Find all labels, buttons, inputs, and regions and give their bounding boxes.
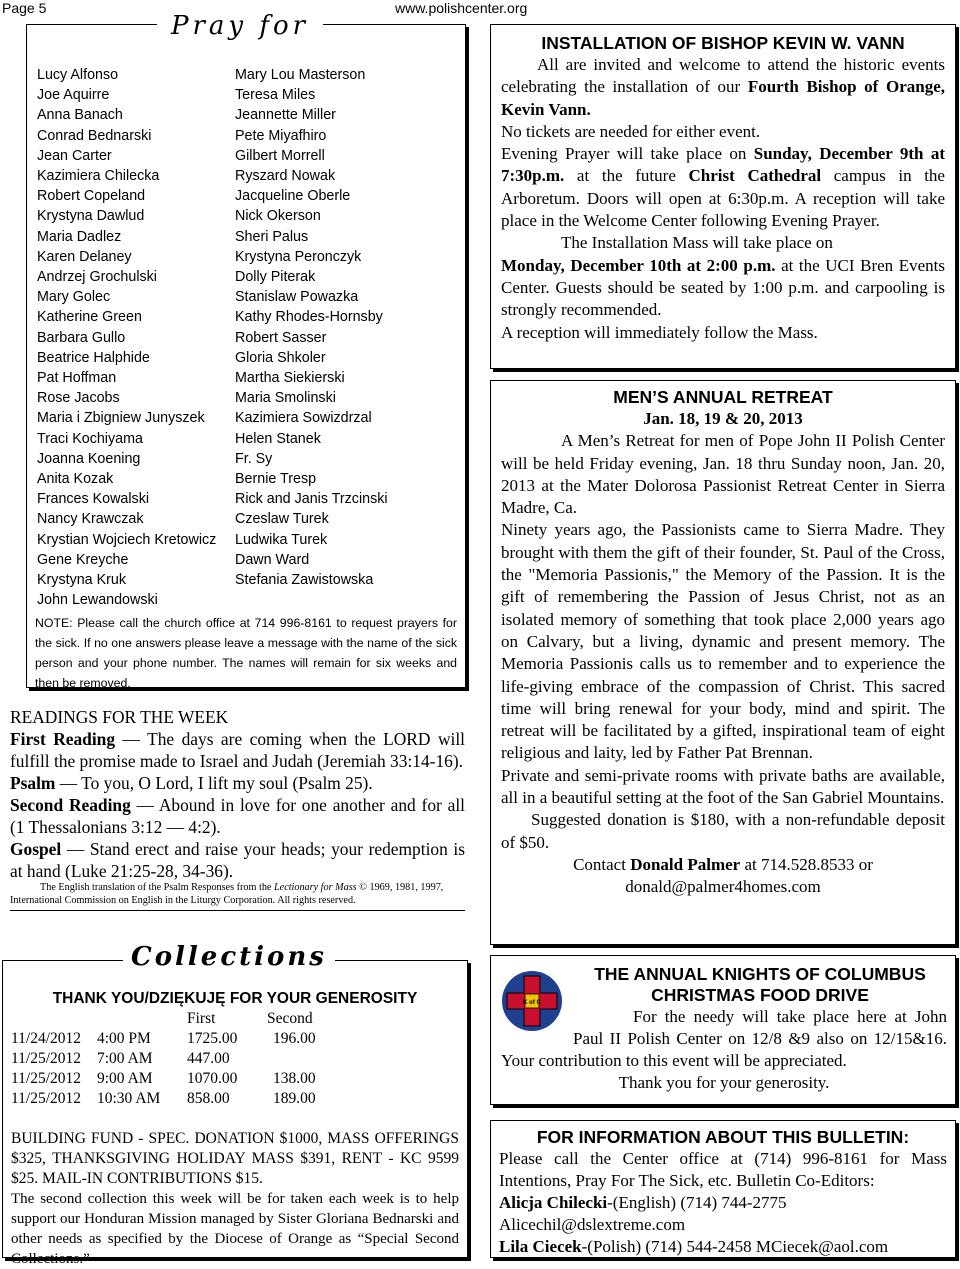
prayer-name: Joanna Koening	[37, 450, 141, 467]
knights-of-columbus-logo-icon	[501, 970, 563, 1032]
prayer-name: Beatrice Halphide	[37, 349, 150, 366]
retreat-title: MEN’S ANNUAL RETREAT	[613, 387, 833, 407]
knights-title: THE ANNUAL KNIGHTS OF COLUMBUS CHRISTMAS FOOD DRIVE	[594, 964, 926, 1005]
prayer-name: Traci Kochiyama	[37, 430, 143, 447]
prayer-name: Lucy Alfonso	[37, 67, 119, 83]
prayer-name: Dolly Piterak	[235, 269, 316, 286]
prayer-name: Bernie Tresp	[235, 471, 317, 488]
install-p5: A reception will immediately follow the Mass.	[501, 322, 818, 342]
readings-section	[10, 706, 465, 911]
collection-second: 196.00	[273, 1030, 316, 1047]
pray-for-box	[26, 11, 466, 690]
prayer-name: Jean Carter	[37, 147, 112, 164]
col-header-first: First	[187, 1010, 216, 1027]
prayer-name: Conrad Bednarski	[37, 127, 152, 144]
prayer-name: Frances Kowalski	[37, 491, 150, 508]
collections-box	[2, 942, 468, 1267]
install-p2: No tickets are needed for either event.	[501, 121, 761, 141]
prayer-name: Anita Kozak	[37, 471, 114, 488]
info-title: FOR INFORMATION ABOUT THIS BULLETIN:	[536, 1127, 910, 1147]
knights-p1: For the needy will take place here at John Paul II Polish Center on 12/8 &9 also on 12/15&16. Your contribution to this event will be appreciated.	[501, 1007, 947, 1070]
collection-first: 858.00	[187, 1090, 230, 1107]
prayer-name: Rose Jacobs	[37, 390, 120, 407]
prayer-name: Stanislaw Powazka	[235, 289, 359, 306]
installation-title: INSTALLATION OF BISHOP KEVIN W. VANN	[541, 33, 905, 53]
first-reading: First Reading — The days are coming when the LORD will fulfill the promise made to Israel and Judah (Jeremiah 33:14-16).	[10, 729, 465, 771]
editor-1: Alicja Chilecki-(English) (714) 744-2775 Alicechil@dslextreme.com	[499, 1193, 787, 1234]
prayer-name: Mary Lou Masterson	[235, 67, 366, 83]
prayer-name: Dawn Ward	[235, 551, 310, 568]
retreat-dates: Jan. 18, 19 & 20, 2013	[643, 409, 803, 428]
prayer-note: NOTE: Please call the church office at 714 996-8161 to request prayers for the sick. If no one answers please leave a message with the name of the sick person and your phone number. The names will remain for six weeks and then be removed.	[35, 616, 457, 690]
prayer-name: Krystyna Peronczyk	[235, 248, 362, 265]
prayer-name: Maria Smolinski	[235, 390, 336, 407]
collection-time: 4:00 PM	[97, 1030, 151, 1047]
retreat-box	[490, 380, 956, 945]
prayer-name: Jacqueline Oberle	[235, 188, 351, 205]
collections-title: Collections	[123, 947, 335, 967]
prayer-name: Kazimiera Sowizdrzal	[235, 410, 372, 427]
prayer-name: Helen Stanek	[235, 430, 321, 447]
prayer-name: Gilbert Morrell	[235, 147, 325, 164]
prayer-name: Ryszard Nowak	[235, 168, 336, 185]
page-number: Page 5	[2, 0, 47, 16]
col-header-second: Second	[267, 1010, 313, 1027]
prayer-name: Katherine Green	[37, 309, 142, 326]
collection-first: 447.00	[187, 1050, 230, 1067]
prayer-name: Teresa Miles	[235, 87, 316, 104]
collections-heading: THANK YOU/DZIĘKUJĘ FOR YOUR GENEROSITY	[52, 990, 418, 1007]
prayer-name: Kazimiera Chilecka	[37, 168, 160, 185]
prayer-name: Krystian Wojciech Kretowicz	[37, 531, 217, 548]
collections-table	[11, 1009, 459, 1129]
prayer-name: John Lewandowski	[37, 592, 158, 609]
prayer-name: Anna Banach	[37, 107, 123, 124]
prayer-name: Robert Sasser	[235, 329, 327, 346]
knights-box	[490, 955, 956, 1105]
info-p1: Please call the Center office at (714) 996-8161 for Mass Intentions, Pray For The Sick, etc. Bulletin Co-Editors:	[499, 1149, 947, 1190]
prayer-name: Barbara Gullo	[37, 329, 126, 346]
retreat-p2: Ninety years ago, the Passionists came to Sierra Madre. They brought with them the gift of their founder, St. Paul of the Cross, the "Memoria Passionis," the Memory of the Passion. It is the gift of remembering the Passion of Jesus Christ, not as an isolated memory of something that took place 2,000 years ago on Calvary, but a living, dynamic and present memory. The Memoria Passionis calls us to remember and to experience the life-giving embrace of the compassion of Christ. This sacred time will bring renewal for your body, mind and spirit. The retreat will be facilitated by a gifted, inspirational team of eight religious and laity, led by Father Pat Brennan.	[501, 520, 945, 763]
collection-second: 189.00	[273, 1090, 316, 1107]
prayer-name: Maria Dadlez	[37, 228, 122, 245]
building-fund: BUILDING FUND - SPEC. DONATION $1000, MASS OFFERINGS $325, THANKSGIVING HOLIDAY MASS $391, RENT - KC 9599 $25. MAIL-IN CONTRIBUTIONS $15.	[11, 1130, 459, 1187]
collection-date: 11/25/2012	[11, 1090, 82, 1107]
prayer-name: Joe Aquirre	[37, 87, 110, 104]
prayer-name: Ludwika Turek	[235, 531, 328, 548]
installation-box	[490, 24, 956, 369]
collection-date: 11/25/2012	[11, 1050, 82, 1067]
retreat-p1: A Men’s Retreat for men of Pope John II Polish Center will be held Friday evening, Jan. 18 thru Sunday noon, Jan. 20, 2013 at the Mater Dolorosa Passionist Retreat Center in Sierra Madre, Ca.	[501, 431, 945, 518]
logo-text: K of C	[523, 1000, 541, 1006]
site-url: www.polishcenter.org	[395, 0, 528, 16]
retreat-p5: Contact Donald Palmer at 714.528.8533 or donald@palmer4homes.com	[573, 854, 873, 897]
prayer-name: Sheri Palus	[235, 228, 309, 245]
prayer-name: Maria i Zbigniew Junyszek	[37, 410, 205, 427]
prayer-name: Pat Hoffman	[37, 370, 117, 387]
install-p1: All are invited and welcome to attend the historic events celebrating the installation of our Fourth Bishop of Orange, Kevin Vann.	[501, 55, 945, 119]
prayer-name: Nick Okerson	[235, 208, 321, 225]
prayer-name: Martha Siekierski	[235, 370, 345, 387]
prayer-name: Gene Kreyche	[37, 551, 129, 568]
prayer-name: Pete Miyafhiro	[235, 127, 327, 144]
prayer-name: Robert Copeland	[37, 188, 146, 205]
install-p3: Evening Prayer will take place on Sunday, December 9th at 7:30p.m. at the future Christ Cathedral campus in the Arboretum. Doors will open at 6:30p.m. A reception will take place in the Welcome Center following Evening Prayer.	[501, 144, 945, 231]
second-reading: Second Reading — Abound in love for one another and for all (1 Thessalonians 3:12 — 4:2).	[10, 795, 465, 837]
prayer-name: Czeslaw Turek	[235, 511, 329, 528]
names-column-1	[37, 65, 216, 610]
prayer-name: Krystyna Dawlud	[37, 208, 145, 225]
prayer-name: Kathy Rhodes-Hornsby	[235, 309, 383, 326]
prayer-name: Karen Delaney	[37, 248, 132, 265]
editor-2: Lila Ciecek-(Polish) (714) 544-2458 MCiecek@aol.com	[499, 1237, 889, 1256]
collection-date: 11/24/2012	[11, 1030, 82, 1047]
prayer-name: Mary Golec	[37, 289, 111, 306]
collection-date: 11/25/2012	[11, 1070, 82, 1087]
prayer-name: Rick and Janis Trzcinski	[235, 491, 388, 508]
prayer-name: Krystyna Kruk	[37, 572, 126, 589]
knights-p2: Thank you for your generosity.	[618, 1073, 830, 1092]
collection-time: 9:00 AM	[97, 1070, 153, 1087]
install-p4: The Installation Mass will take place on	[561, 233, 833, 253]
names-column-2	[235, 65, 388, 590]
readings-title: READINGS FOR THE WEEK	[10, 707, 229, 727]
retreat-p3: Private and semi-private rooms with private baths are available, all in a beautiful setting at the foot of the San Gabriel Mountains.	[501, 765, 945, 808]
collection-first: 1725.00	[187, 1030, 238, 1047]
prayer-name: Fr. Sy	[235, 450, 273, 467]
pray-for-title: Pray for	[157, 11, 323, 41]
bulletin-info-box	[490, 1120, 956, 1258]
collection-second: 138.00	[273, 1070, 316, 1087]
prayer-name: Nancy Krawczak	[37, 511, 144, 528]
collection-first: 1070.00	[187, 1070, 238, 1087]
prayer-name: Stefania Zawistowska	[235, 572, 374, 589]
prayer-name: Jeannette Miller	[235, 107, 336, 124]
retreat-p4: Suggested donation is $180, with a non-refundable deposit of $50.	[501, 810, 945, 852]
psalm: Psalm — To you, O Lord, I lift my soul (Psalm 25).	[10, 773, 373, 793]
collection-time: 10:30 AM	[97, 1090, 161, 1107]
prayer-name: Andrzej Grochulski	[37, 269, 157, 286]
second-collection: The second collection this week will be for taken each week is to help support our Honduran Mission managed by Sister Gloriana Bednarski and other needs as specified by the Diocese of Orange as “Special Second Collections.”	[11, 1191, 459, 1267]
gospel: Gospel — Stand erect and raise your heads; your redemption is at hand (Luke 21:25-28, 34-36).	[10, 839, 465, 881]
prayer-name: Gloria Shkoler	[235, 349, 326, 366]
install-p4b: Monday, December 10th at 2:00 p.m. at the UCI Bren Events Center. Guests should be seated by 1:00 p.m. and carpooling is strongly recommended.	[501, 255, 945, 320]
copyright-note: The English translation of the Psalm Responses from the Lectionary for Mass © 1969, 1981, 1997, International Commission on English in the Liturgy Corporation. All rights reserved.	[10, 882, 465, 911]
collection-time: 7:00 AM	[97, 1050, 153, 1067]
